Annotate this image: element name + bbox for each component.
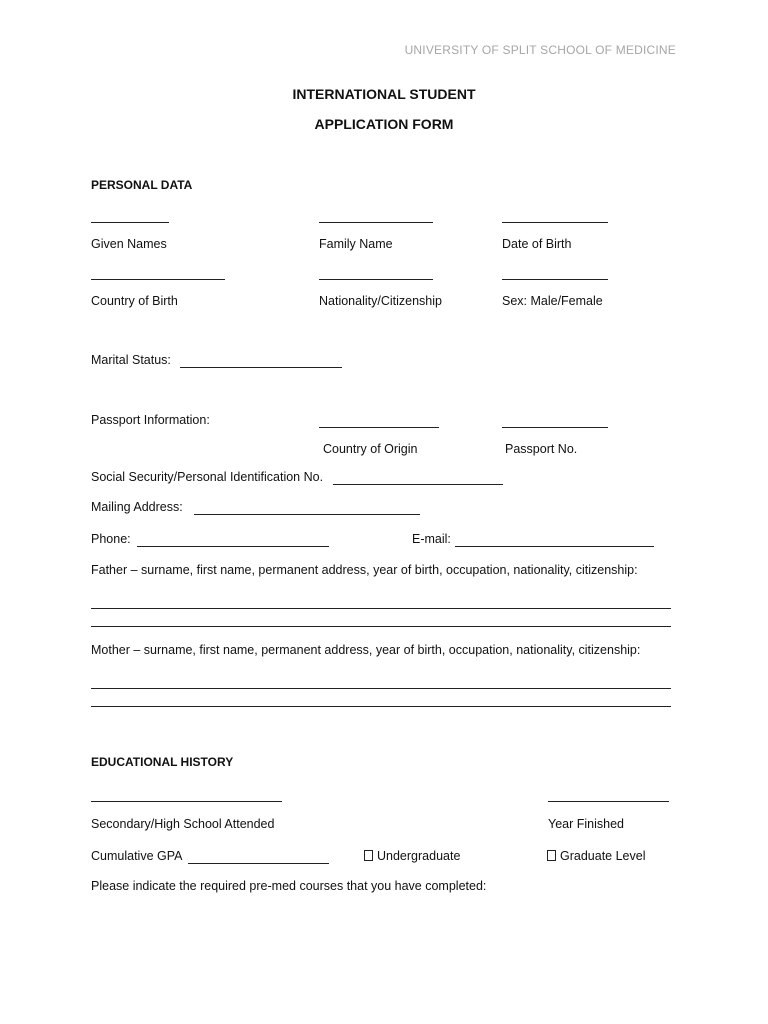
given-names-field[interactable] <box>91 222 169 223</box>
educational-history-heading: EDUCATIONAL HISTORY <box>91 755 234 769</box>
personal-data-heading: PERSONAL DATA <box>91 178 193 192</box>
father-label: Father – surname, first name, permanent address, year of birth, occupation, nationality, citizenship: <box>91 563 638 577</box>
phone-label: Phone: <box>91 532 131 546</box>
date-of-birth-label: Date of Birth <box>502 237 572 251</box>
phone-field[interactable] <box>137 546 329 547</box>
premed-courses-label: Please indicate the required pre-med courses that you have completed: <box>91 879 487 893</box>
undergraduate-checkbox[interactable] <box>364 850 373 861</box>
ssn-field[interactable] <box>333 484 503 485</box>
marital-status-label: Marital Status: <box>91 353 171 367</box>
country-of-birth-label: Country of Birth <box>91 294 178 308</box>
mailing-address-label: Mailing Address: <box>91 500 183 514</box>
passport-no-label: Passport No. <box>505 442 578 456</box>
institution-header: UNIVERSITY OF SPLIT SCHOOL OF MEDICINE <box>404 43 676 57</box>
given-names-label: Given Names <box>91 237 167 251</box>
undergraduate-option[interactable] <box>364 849 460 863</box>
family-name-label: Family Name <box>319 237 393 251</box>
school-field[interactable] <box>91 801 282 802</box>
gpa-field[interactable] <box>188 863 329 864</box>
date-of-birth-field[interactable] <box>502 222 608 223</box>
country-of-origin-label: Country of Origin <box>323 442 418 456</box>
nationality-label: Nationality/Citizenship <box>319 294 442 308</box>
nationality-field[interactable] <box>319 279 433 280</box>
undergraduate-label: Undergraduate <box>377 849 461 863</box>
passport-info-label: Passport Information: <box>91 413 210 427</box>
father-line-2[interactable] <box>91 626 671 627</box>
mailing-address-field[interactable] <box>194 514 420 515</box>
mother-label: Mother – surname, first name, permanent address, year of birth, occupation, nationality, citizenship: <box>91 643 641 657</box>
email-label: E-mail: <box>412 532 451 546</box>
sex-field[interactable] <box>502 279 608 280</box>
graduate-checkbox[interactable] <box>547 850 556 861</box>
email-field[interactable] <box>455 546 654 547</box>
country-of-origin-field[interactable] <box>319 427 439 428</box>
mother-line-2[interactable] <box>91 706 671 707</box>
school-label: Secondary/High School Attended <box>91 817 275 831</box>
country-of-birth-field[interactable] <box>91 279 225 280</box>
graduate-option[interactable] <box>547 849 645 863</box>
graduate-label: Graduate Level <box>560 849 646 863</box>
year-finished-label: Year Finished <box>548 817 624 831</box>
mother-line-1[interactable] <box>91 688 671 689</box>
marital-status-field[interactable] <box>180 367 342 368</box>
form-title-line1: INTERNATIONAL STUDENT <box>292 86 476 102</box>
father-line-1[interactable] <box>91 608 671 609</box>
sex-label: Sex: Male/Female <box>502 294 603 308</box>
form-title-line2: APPLICATION FORM <box>314 116 454 132</box>
passport-no-field[interactable] <box>502 427 608 428</box>
year-finished-field[interactable] <box>548 801 669 802</box>
ssn-label: Social Security/Personal Identification No. <box>91 470 324 484</box>
family-name-field[interactable] <box>319 222 433 223</box>
gpa-label: Cumulative GPA <box>91 849 183 863</box>
